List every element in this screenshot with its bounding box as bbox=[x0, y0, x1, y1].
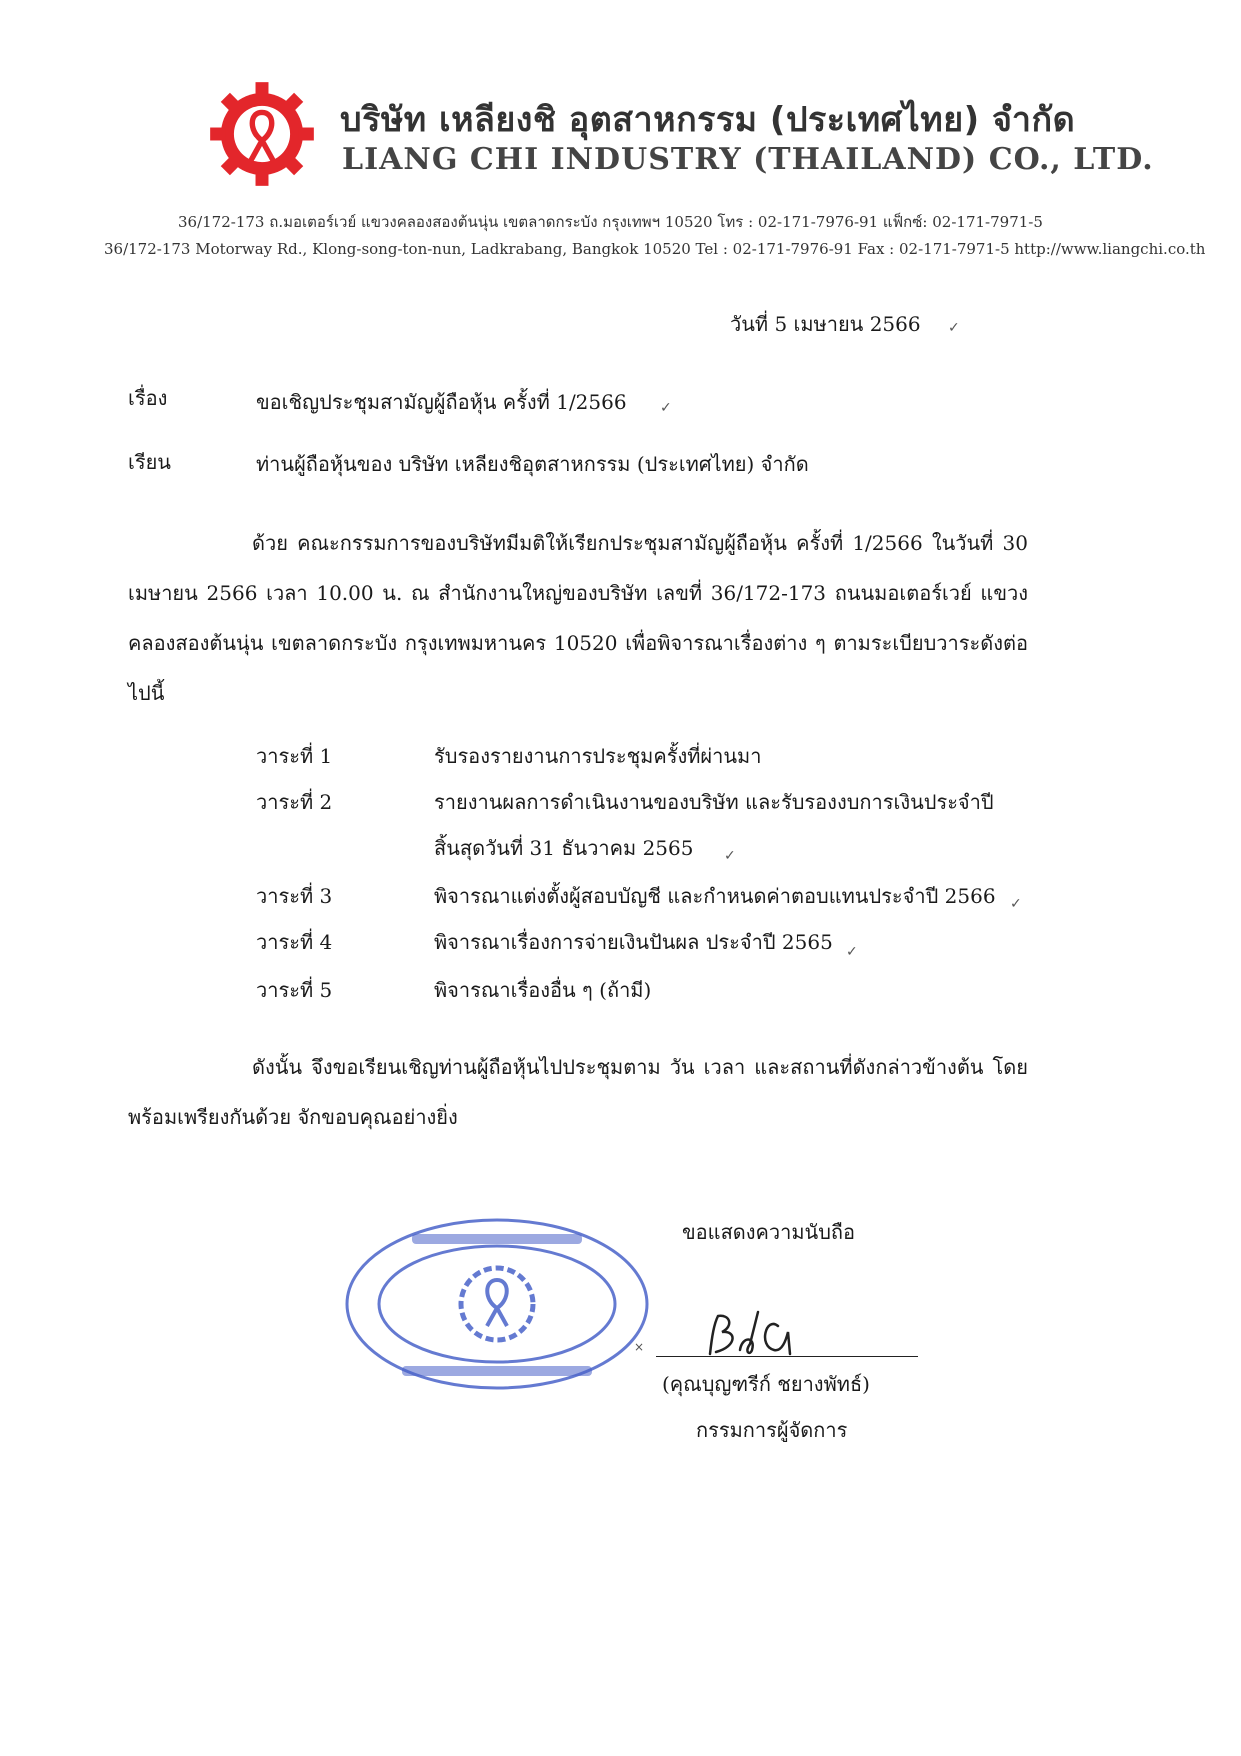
handwritten-signature bbox=[700, 1306, 830, 1366]
company-name-thai: บริษัท เหลียงชิ อุตสาหกรรม (ประเทศไทย) จำกัด bbox=[340, 100, 1076, 140]
check-mark-icon: ✓ bbox=[1010, 896, 1022, 912]
signer-name: (คุณบุญฑรีก์ ชยางพัทธ์) bbox=[662, 1372, 870, 1396]
subject-text: ขอเชิญประชุมสามัญผู้ถือหุ้น ครั้งที่ 1/2566 bbox=[256, 390, 627, 414]
agenda-item-text: พิจารณาแต่งตั้งผู้สอบบัญชี และกำหนดค่าตอบแทนประจำปี 2566 bbox=[434, 884, 996, 908]
check-mark-icon: ✓ bbox=[948, 320, 960, 336]
agenda-number: วาระที่ 1 bbox=[256, 744, 333, 768]
agenda-number: วาระที่ 5 bbox=[256, 978, 333, 1002]
agenda-number: วาระที่ 2 bbox=[256, 790, 333, 814]
closing-regards: ขอแสดงความนับถือ bbox=[682, 1220, 856, 1244]
address-thai: 36/172-173 ถ.มอเตอร์เวย์ แขวงคลองสองต้นนุ่น เขตลาดกระบัง กรุงเทพฯ 10520 โทร : 02-171-7976-91 แฟ็กซ์: 02-171-7971-5 bbox=[178, 213, 1043, 231]
agenda-item-text: รายงานผลการดำเนินงานของบริษัท และรับรองงบการเงินประจำปี bbox=[434, 790, 994, 814]
subject-label: เรื่อง bbox=[128, 386, 168, 410]
body-paragraph-2 bbox=[128, 1042, 1028, 1142]
paragraph-1-text: ด้วย คณะกรรมการของบริษัทมีมติให้เรียกประชุมสามัญผู้ถือหุ้น ครั้งที่ 1/2566 ในวันที่ 30 เมษายน 2566 เวลา 10.00 น. ณ สำนักงานใหญ่ของบริษัท เลขที่ 36/172-173 ถนนมอเตอร์เวย์ แขวงคลองสองต้นนุ่น เขตลาดกระบัง กรุงเทพมหานคร 10520 เพื่อพิจารณาเรื่องต่าง ๆ ตามระเบียบวาระดังต่อไปนี้ bbox=[128, 531, 1028, 705]
address-english: 36/172-173 Motorway Rd., Klong-song-ton-nun, Ladkrabang, Bangkok 10520 Tel : 02-171-7976-91 Fax : 02-171-7971-5 http://www.liangchi.co.th bbox=[104, 240, 1206, 258]
body-paragraph-1 bbox=[128, 518, 1028, 718]
check-mark-icon: ✓ bbox=[724, 848, 736, 864]
paragraph-2-text: ดังนั้น จึงขอเรียนเชิญท่านผู้ถือหุ้นไปประชุมตาม วัน เวลา และสถานที่ดังกล่าวข้างต้น โดยพร้อมเพรียงกันด้วย จักขอบคุณอย่างยิ่ง bbox=[128, 1055, 1028, 1129]
sign-here-mark-icon: × bbox=[634, 1340, 645, 1354]
recipient-label: เรียน bbox=[128, 450, 171, 474]
company-seal-stamp bbox=[342, 1214, 652, 1394]
agenda-item-text: พิจารณาเรื่องอื่น ๆ (ถ้ามี) bbox=[434, 978, 652, 1002]
recipient-text: ท่านผู้ถือหุ้นของ บริษัท เหลียงชิอุตสาหกรรม (ประเทศไทย) จำกัด bbox=[256, 452, 809, 476]
agenda-number: วาระที่ 3 bbox=[256, 884, 333, 908]
check-mark-icon: ✓ bbox=[660, 400, 672, 416]
agenda-number: วาระที่ 4 bbox=[256, 930, 333, 954]
check-mark-icon: ✓ bbox=[846, 944, 858, 960]
signature-line bbox=[656, 1356, 918, 1357]
agenda-item-text-continued: สิ้นสุดวันที่ 31 ธันวาคม 2565 bbox=[434, 836, 694, 860]
company-name-english: LIANG CHI INDUSTRY (THAILAND) CO., LTD. bbox=[342, 142, 1154, 177]
letter-date: วันที่ 5 เมษายน 2566 bbox=[730, 312, 921, 336]
company-logo bbox=[208, 80, 316, 188]
agenda-item-text: พิจารณาเรื่องการจ่ายเงินปันผล ประจำปี 2565 bbox=[434, 930, 833, 954]
signer-position: กรรมการผู้จัดการ bbox=[696, 1418, 848, 1442]
agenda-item-text: รับรองรายงานการประชุมครั้งที่ผ่านมา bbox=[434, 744, 762, 768]
